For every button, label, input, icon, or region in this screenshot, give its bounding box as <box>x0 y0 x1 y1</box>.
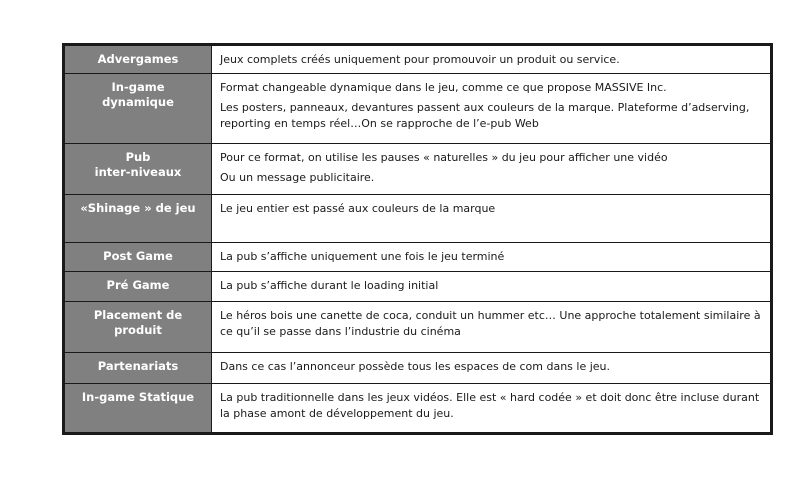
row-label: Pré Game <box>64 272 212 302</box>
row-description <box>212 384 772 434</box>
description-line: La pub s’affiche uniquement une fois le jeu terminé <box>220 250 505 263</box>
table-row <box>64 243 772 272</box>
table-row <box>64 195 772 243</box>
description-line: Jeux complets créés uniquement pour promouvoir un produit ou service. <box>220 53 620 66</box>
description-line: La pub traditionnelle dans les jeux vidéos. Elle est « hard codée » et doit donc être incluse durant la phase amont de développement du jeu. <box>220 391 760 420</box>
description-line: Les posters, panneaux, devantures passent aux couleurs de la marque. Plateforme d’adserving, reporting en temps réel…On se rapproche de l’e-pub Web <box>220 101 750 130</box>
row-description <box>212 272 772 302</box>
row-description <box>212 45 772 74</box>
row-label: Advergames <box>64 45 212 74</box>
row-label: In-game Statique <box>64 384 212 434</box>
description-line: Ou un message publicitaire. <box>220 171 375 184</box>
row-label: Partenariats <box>64 353 212 384</box>
row-description <box>212 74 772 144</box>
row-label: Placement de produit <box>64 302 212 353</box>
description-line: Dans ce cas l’annonceur possède tous les espaces de com dans le jeu. <box>220 360 611 373</box>
row-description <box>212 353 772 384</box>
row-label: «Shinage » de jeu <box>64 195 212 243</box>
row-description <box>212 144 772 195</box>
description-line: Pour ce format, on utilise les pauses « naturelles » du jeu pour afficher une vidéo <box>220 151 668 164</box>
table-row <box>64 144 772 195</box>
row-description <box>212 243 772 272</box>
row-description <box>212 195 772 243</box>
description-line: Le héros bois une canette de coca, conduit un hummer etc… Une approche totalement similaire à ce qu’il se passe dans l’industrie du cinéma <box>220 309 761 338</box>
ingame-advertising-formats-table <box>62 43 773 435</box>
row-label: In-game dynamique <box>64 74 212 144</box>
table-row <box>64 302 772 353</box>
row-label: Pub inter-niveaux <box>64 144 212 195</box>
row-description <box>212 302 772 353</box>
table-row <box>64 74 772 144</box>
description-line: Le jeu entier est passé aux couleurs de la marque <box>220 202 496 215</box>
table-row <box>64 272 772 302</box>
table-row <box>64 45 772 74</box>
table-row <box>64 384 772 434</box>
row-label: Post Game <box>64 243 212 272</box>
description-line: Format changeable dynamique dans le jeu, comme ce que propose MASSIVE Inc. <box>220 81 667 94</box>
table-row <box>64 353 772 384</box>
description-line: La pub s’affiche durant le loading initial <box>220 279 439 292</box>
